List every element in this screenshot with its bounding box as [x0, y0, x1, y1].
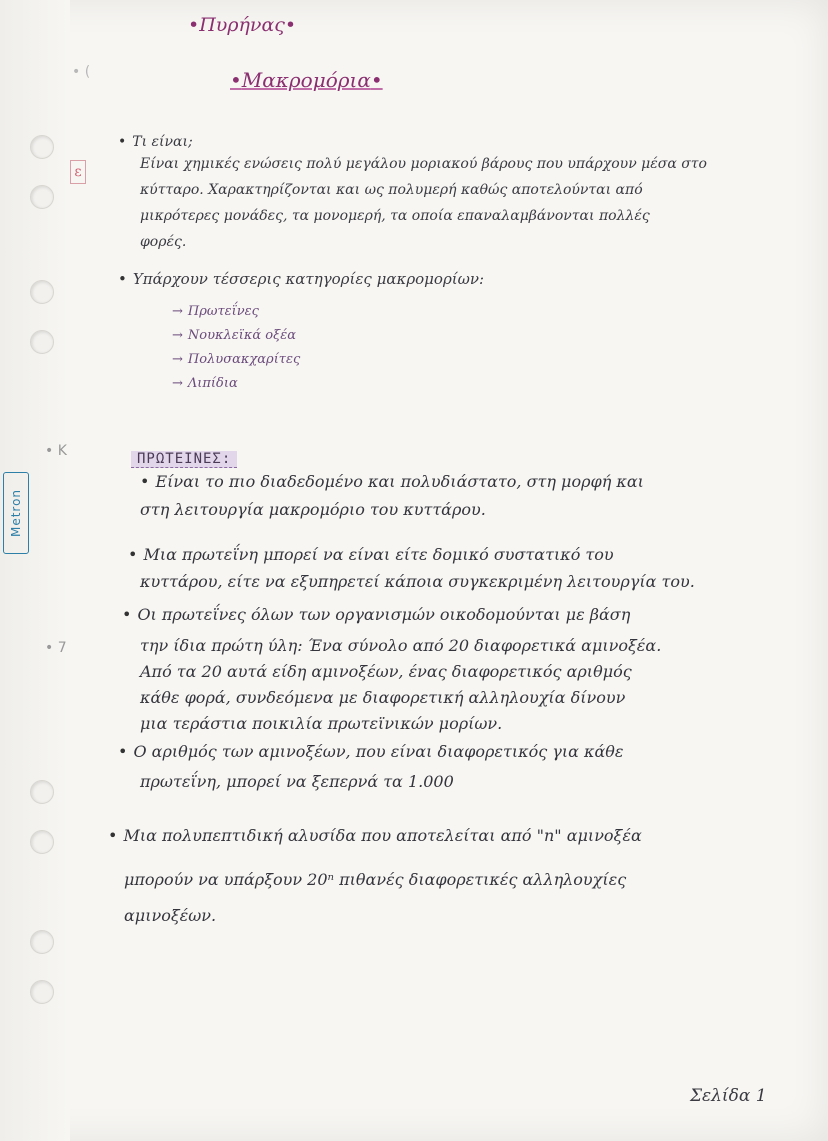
protein-line: κυττάρου, είτε να εξυπηρετεί κάποια συγκεκριμένη λειτουργία του. — [140, 572, 695, 591]
bleed-through-mark: • 7 — [45, 640, 67, 656]
category-item: → Πολυσακχαρίτες — [172, 352, 301, 367]
punch-hole — [30, 185, 54, 209]
intro-line: Είναι χημικές ενώσεις πολύ μεγάλου μοριακού βάρους που υπάρχουν μέσα στο — [140, 156, 707, 172]
section-heading-proteins: ΠΡΩΤΕΙΝΕΣ: — [131, 451, 237, 468]
punch-hole — [30, 280, 54, 304]
category-item: → Νουκλεϊκά οξέα — [172, 328, 297, 343]
protein-line: • Οι πρωτεΐνες όλων των οργανισμών οικοδομούνται με βάση — [122, 605, 631, 624]
protein-line: Από τα 20 αυτά είδη αμινοξέων, ένας διαφορετικός αριθμός — [140, 662, 632, 681]
protein-line: αμινοξέων. — [124, 906, 217, 925]
margin-strip — [0, 0, 70, 1141]
punch-hole — [30, 930, 54, 954]
protein-line: • Μια πολυπεπτιδική αλυσίδα που αποτελείται από "n" αμινοξέα — [108, 826, 642, 845]
punch-hole — [30, 330, 54, 354]
protein-line: μπορούν να υπάρξουν 20ⁿ πιθανές διαφορετικές αλληλουχίες — [124, 870, 627, 889]
protein-line: • Μια πρωτεΐνη μπορεί να είναι είτε δομικό συστατικό του — [128, 545, 614, 564]
categories-heading: • Υπάρχουν τέσσερις κατηγορίες μακρομορίων: — [118, 270, 485, 288]
bleed-through-mark: ε — [70, 160, 86, 184]
page-title: •Μακρομόρια• — [230, 68, 383, 92]
punch-hole — [30, 830, 54, 854]
category-item: → Λιπίδια — [172, 376, 238, 391]
intro-line: φορές. — [140, 234, 187, 250]
category-item: → Πρωτεΐνες — [172, 304, 259, 319]
protein-line: πρωτεΐνη, μπορεί να ξεπερνά τα 1.000 — [140, 772, 454, 791]
protein-line: κάθε φορά, συνδεόμενα με διαφορετική αλληλουχία δίνουν — [140, 688, 626, 707]
intro-question: • Τι είναι; — [118, 134, 193, 150]
protein-line: • Ο αριθμός των αμινοξέων, που είναι διαφορετικός για κάθε — [118, 742, 624, 761]
brand-logo: Metron — [3, 472, 29, 554]
bleed-through-mark: • ( — [72, 64, 91, 80]
protein-line: • Είναι το πιο διαδεδομένο και πολυδιάστατο, στη μορφή και — [140, 472, 644, 491]
page-top-title: •Πυρήνας• — [188, 14, 297, 36]
intro-line: μικρότερες μονάδες, τα μονομερή, τα οποία επαναλαμβάνονται πολλές — [140, 208, 650, 224]
protein-line: την ίδια πρώτη ύλη: Ένα σύνολο από 20 διαφορετικά αμινοξέα. — [140, 636, 662, 655]
punch-hole — [30, 135, 54, 159]
page-number: Σελίδα 1 — [690, 1086, 767, 1106]
punch-hole — [30, 980, 54, 1004]
intro-line: κύτταρο. Χαρακτηρίζονται και ως πολυμερή καθώς αποτελούνται από — [140, 182, 643, 198]
protein-line: στη λειτουργία μακρομόριο του κυττάρου. — [140, 500, 486, 519]
punch-hole — [30, 780, 54, 804]
bleed-through-mark: • K — [45, 443, 67, 459]
protein-line: μια τεράστια ποικιλία πρωτεϊνικών μορίων. — [140, 714, 503, 733]
